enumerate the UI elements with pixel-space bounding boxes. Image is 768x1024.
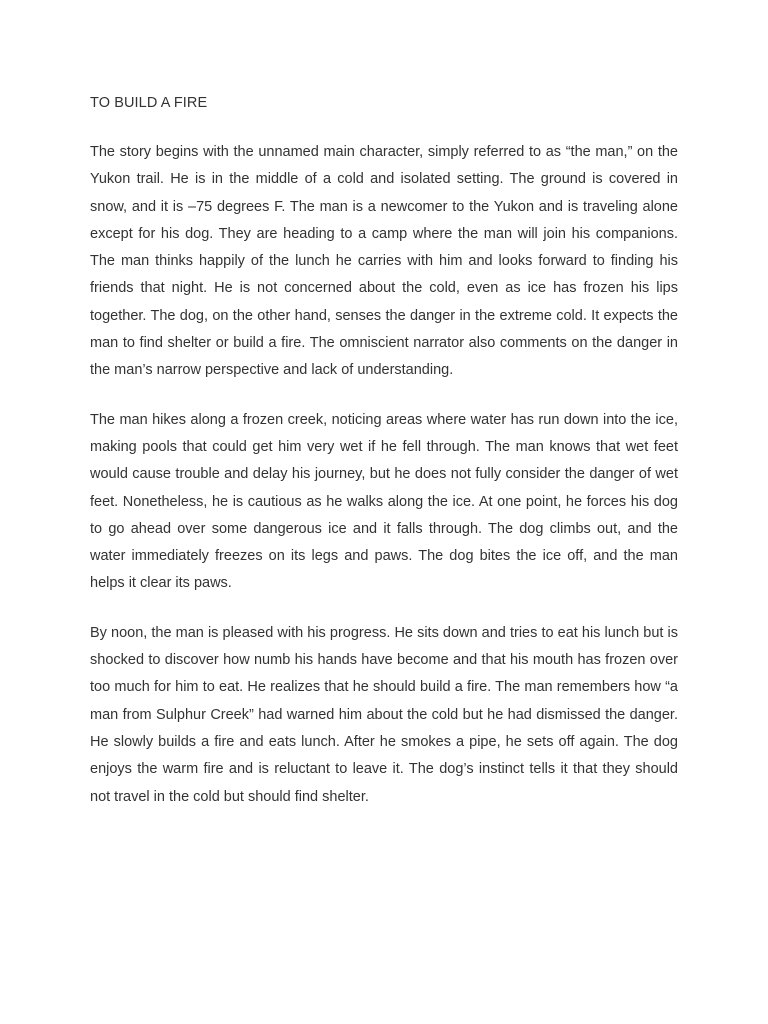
paragraph-1: The story begins with the unnamed main character, simply referred to as “the man,” on the Yukon trail. He is in the middle of a cold and isolated setting. The ground is covered in snow, and it is –75 degrees F. The man is a newcomer to the Yukon and is traveling alone except for his dog. They are heading to a camp where the man will join his companions. The man thinks happily of the lunch he carries with him and looks forward to finding his friends that night. He is not concerned about the cold, even as ice has frozen his lips together. The dog, on the other hand, senses the danger in the extreme cold. It expects the man to find shelter or build a fire. The omniscient narrator also comments on the danger in the man’s narrow perspective and lack of understanding.	[90, 144, 678, 379]
paragraph-3: By noon, the man is pleased with his progress. He sits down and tries to eat his lunch but is shocked to discover how numb his hands have become and that his mouth has frozen over too much for him to eat. He realizes that he should build a fire. The man remembers how “a man from Sulphur Creek” had warned him about the cold but he had dismissed the danger. He slowly builds a fire and eats lunch. After he smokes a pipe, he sets off again. The dog enjoys the warm fire and is reluctant to leave it. The dog’s instinct tells it that they should not travel in the cold but should find shelter.	[90, 624, 678, 805]
document-page	[90, 90, 678, 833]
paragraph-2: The man hikes along a frozen creek, noticing areas where water has run down into the ice, making pools that could get him very wet if he fell through. The man knows that wet feet would cause trouble and delay his journey, but he does not fully consider the danger of wet feet. Nonetheless, he is cautious as he walks along the ice. At one point, he forces his dog to go ahead over some dangerous ice and it falls through. The dog climbs out, and the water immediately freezes on its legs and paws. The dog bites the ice off, and the man helps it clear its paws.	[90, 411, 678, 592]
document-title: TO BUILD A FIRE	[90, 95, 208, 111]
